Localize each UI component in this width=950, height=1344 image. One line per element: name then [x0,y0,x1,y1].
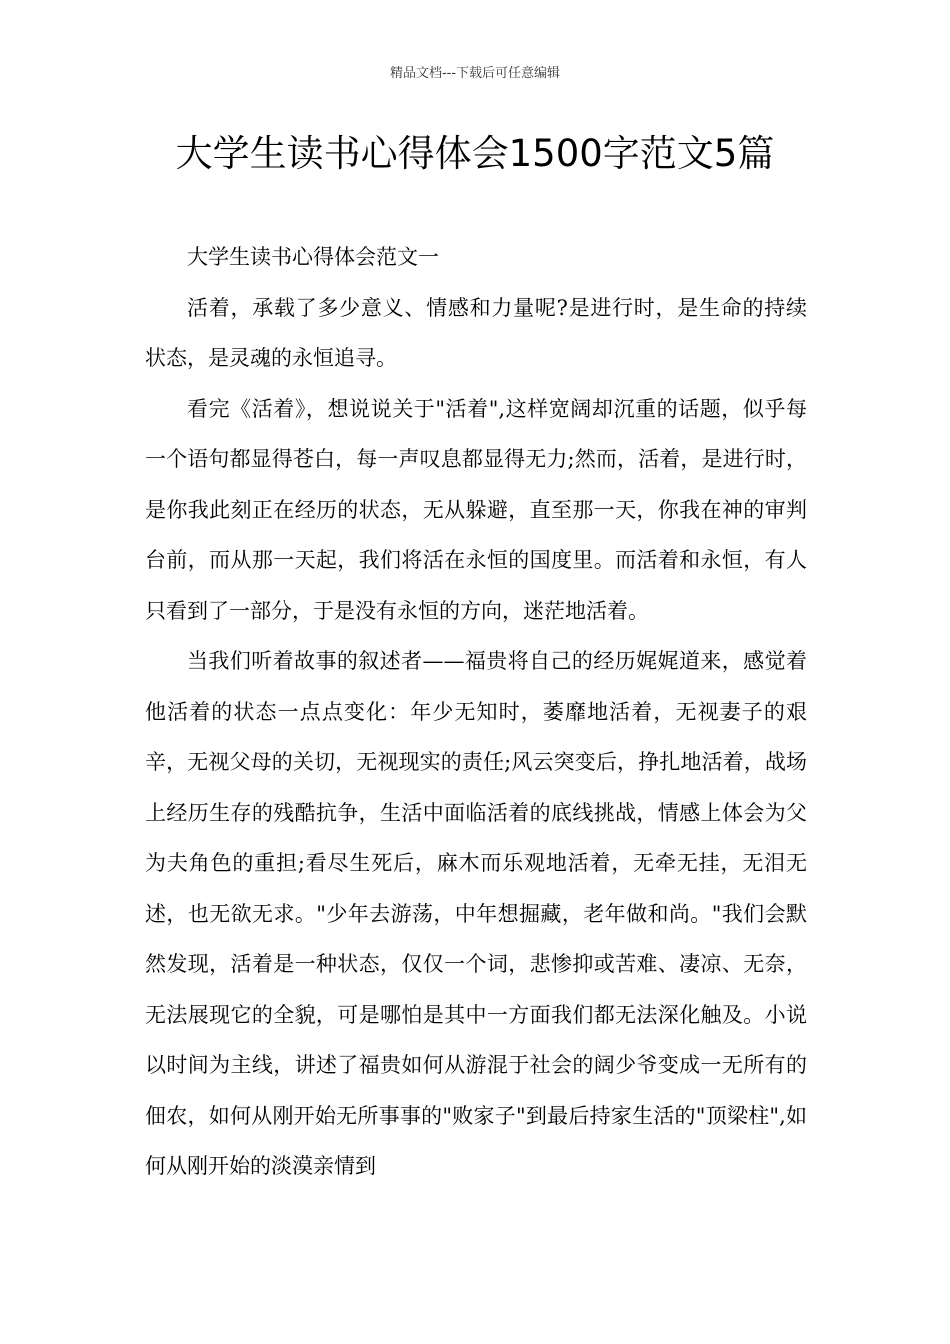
paragraph: 当我们听着故事的叙述者——福贵将自己的经历娓娓道来，感觉着他活着的状态一点点变化：年少无知时，萎靡地活着，无视妻子的艰辛，无视父母的关切，无视现实的责任;风云突变后，挣扎地活着，战场上经历生存的残酷抗争，生活中面临活着的底线挑战，情感上体会为父为夫角色的重担;看尽生死后，麻木而乐观地活着，无牵无挂，无泪无述，也无欲无求。"少年去游荡，中年想掘藏，老年做和尚。"我们会默然发现，活着是一种状态，仅仅一个词，悲惨抑或苦难、凄凉、无奈，无法展现它的全貌，可是哪怕是其中一方面我们都无法深化触及。小说以时间为主线，讲述了福贵如何从游混于社会的阔少爷变成一无所有的佃农，如何从刚开始无所事事的"败家子"到最后持家生活的"顶梁柱",如何从刚开始的淡漠亲情到 [145,649,807,1178]
page-header: 精品文档---下载后可任意编辑 [389,66,561,81]
document-body [145,232,807,1192]
paragraph: 看完《活着》，想说说关于"活着",这样宽阔却沉重的话题，似乎每一个语句都显得苍白，每一声叹息都显得无力;然而，活着，是进行时，是你我此刻正在经历的状态，无从躲避，直至那一天，你我在神的审判台前，而从那一天起，我们将活在永恒的国度里。而活着和永恒，有人只看到了一部分，于是没有永恒的方向，迷茫地活着。 [145,396,807,623]
section-heading: 大学生读书心得体会范文一 [187,245,439,269]
paragraph: 活着，承载了多少意义、情感和力量呢?是进行时，是生命的持续状态，是灵魂的永恒追寻。 [145,295,807,370]
document-title: 大学生读书心得体会1500字范文5篇 [175,132,775,175]
